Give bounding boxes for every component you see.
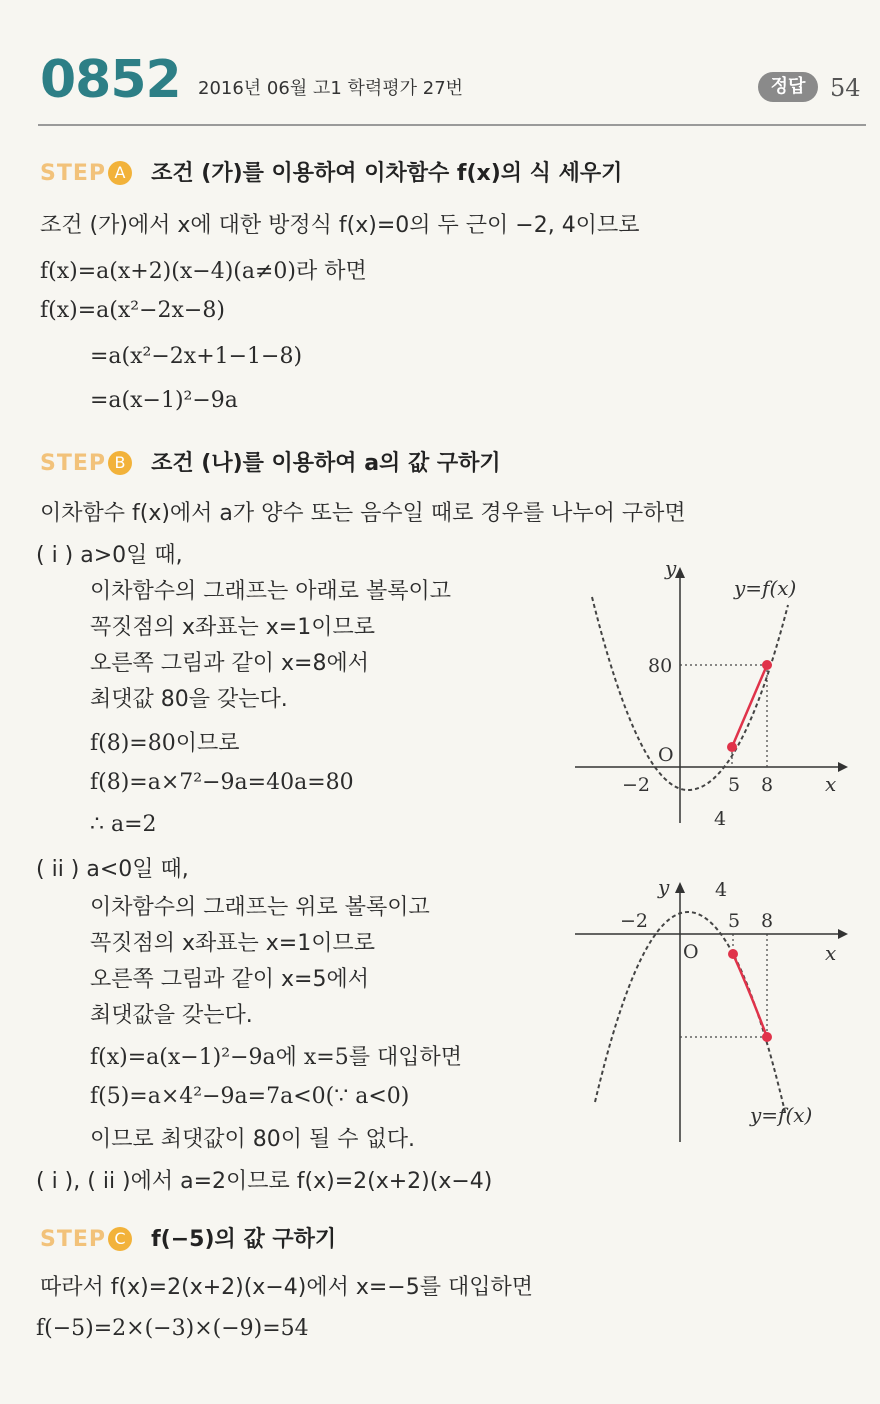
step-b-letter-icon: B — [108, 451, 132, 475]
graph-case1 — [570, 555, 860, 835]
step-a-line-4: =a(x²−2x+1−1−8) — [90, 344, 303, 369]
case1-line-2: 이차함수의 그래프는 아래로 볼록이고 — [90, 579, 452, 604]
step-b-label: STEP — [40, 451, 107, 476]
graph1-x-tick-5: 5 — [728, 774, 741, 796]
case2-line-6: f(x)=a(x−1)²−9a에 x=5를 대입하면 — [90, 1045, 462, 1070]
graph1-curve — [592, 597, 788, 790]
case2-line-8: 이므로 최댓값이 80이 될 수 없다. — [90, 1127, 415, 1152]
graph1-y-arrow-icon — [675, 567, 685, 578]
step-a-line-1: 조건 (가)에서 x에 대한 방정식 f(x)=0의 두 근이 −2, 4이므로 — [40, 213, 640, 238]
case2-line-3: 꼭짓점의 x좌표는 x=1이므로 — [90, 931, 375, 956]
graph2-y-arrow-icon — [675, 882, 685, 893]
step-b-title: 조건 (나)를 이용하여 a의 값 구하기 — [151, 451, 501, 476]
step-c-line-2: f(−5)=2×(−3)×(−9)=54 — [36, 1316, 309, 1341]
case1-line-3: 꼭짓점의 x좌표는 x=1이므로 — [90, 615, 375, 640]
step-a-line-5: =a(x−1)²−9a — [90, 388, 238, 413]
graph1-origin: O — [658, 744, 674, 766]
step-b-heading — [40, 446, 501, 477]
step-a-label: STEP — [40, 161, 107, 186]
graph2-y-label: y — [658, 875, 670, 899]
step-a-title: 조건 (가)를 이용하여 이차함수 f(x)의 식 세우기 — [151, 161, 623, 186]
case2-line-2: 이차함수의 그래프는 위로 볼록이고 — [90, 895, 430, 920]
step-c-label: STEP — [40, 1227, 107, 1252]
graph1-highlight-segment — [732, 665, 767, 747]
header-divider — [38, 124, 866, 126]
graph2-x-tick-neg2: −2 — [620, 910, 649, 932]
graph2-x-arrow-icon — [838, 929, 848, 939]
case2-line-4: 오른쪽 그림과 같이 x=5에서 — [90, 967, 369, 992]
case2-line-5: 최댓값을 갖는다. — [90, 1003, 253, 1028]
step-a-line-3: f(x)=a(x²−2x−8) — [40, 298, 225, 323]
case1-line-7: f(8)=a×7²−9a=40a=80 — [90, 770, 354, 795]
step-c-heading — [40, 1222, 336, 1253]
case1-line-4: 오른쪽 그림과 같이 x=8에서 — [90, 651, 369, 676]
graph2-top-tick-4: 4 — [715, 879, 728, 901]
case1-line-1: ( i ) a>0일 때, — [36, 543, 183, 568]
graph2-origin: O — [683, 941, 699, 963]
graph2-x-tick-8: 8 — [761, 910, 774, 932]
case1-line-6: f(8)=80이므로 — [90, 731, 240, 756]
case1-line-5: 최댓값 80을 갖는다. — [90, 687, 288, 712]
graph-case2 — [570, 872, 860, 1150]
graph1-x-tick-8: 8 — [761, 774, 774, 796]
graph1-point-8 — [762, 660, 772, 670]
step-a-heading — [40, 156, 622, 187]
problem-number: 0852 — [40, 50, 181, 110]
graph2-point-8 — [762, 1032, 772, 1042]
step-b-conclusion: ( i ), ( ii )에서 a=2이므로 f(x)=2(x+2)(x−4) — [36, 1169, 493, 1194]
case1-line-8: ∴ a=2 — [90, 812, 157, 837]
answer-badge: 정답 — [758, 72, 818, 102]
graph1-point-5 — [727, 742, 737, 752]
step-b-intro: 이차함수 f(x)에서 a가 양수 또는 음수일 때로 경우를 나누어 구하면 — [40, 501, 686, 526]
graph1-x-label: x — [825, 772, 837, 796]
step-c-letter-icon: C — [108, 1227, 132, 1251]
answer-value: 54 — [830, 74, 861, 102]
case2-line-1: ( ii ) a<0일 때, — [36, 857, 189, 882]
graph1-x-tick-neg2: −2 — [622, 774, 651, 796]
graph1-vertex-tick-4: 4 — [714, 808, 727, 830]
step-a-line-2: f(x)=a(x+2)(x−4)(a≠0)라 하면 — [40, 259, 367, 284]
graph1-x-arrow-icon — [838, 762, 848, 772]
step-c-title: f(−5)의 값 구하기 — [151, 1227, 337, 1252]
graph1-curve-label: y=f(x) — [734, 576, 797, 600]
graph1-y-label: y — [665, 556, 677, 580]
graph2-x-tick-5: 5 — [728, 910, 741, 932]
step-c-line-1: 따라서 f(x)=2(x+2)(x−4)에서 x=−5를 대입하면 — [40, 1275, 533, 1300]
problem-source: 2016년 06월 고1 학력평가 27번 — [198, 78, 464, 99]
case2-line-7: f(5)=a×4²−9a=7a<0(∵ a<0) — [90, 1084, 410, 1109]
graph2-highlight-segment — [733, 954, 767, 1037]
graph1-y-tick-80: 80 — [648, 655, 673, 677]
graph2-point-5 — [728, 949, 738, 959]
step-a-letter-icon: A — [108, 161, 132, 185]
graph2-x-label: x — [825, 941, 837, 965]
graph2-curve-label: y=f(x) — [750, 1103, 813, 1127]
